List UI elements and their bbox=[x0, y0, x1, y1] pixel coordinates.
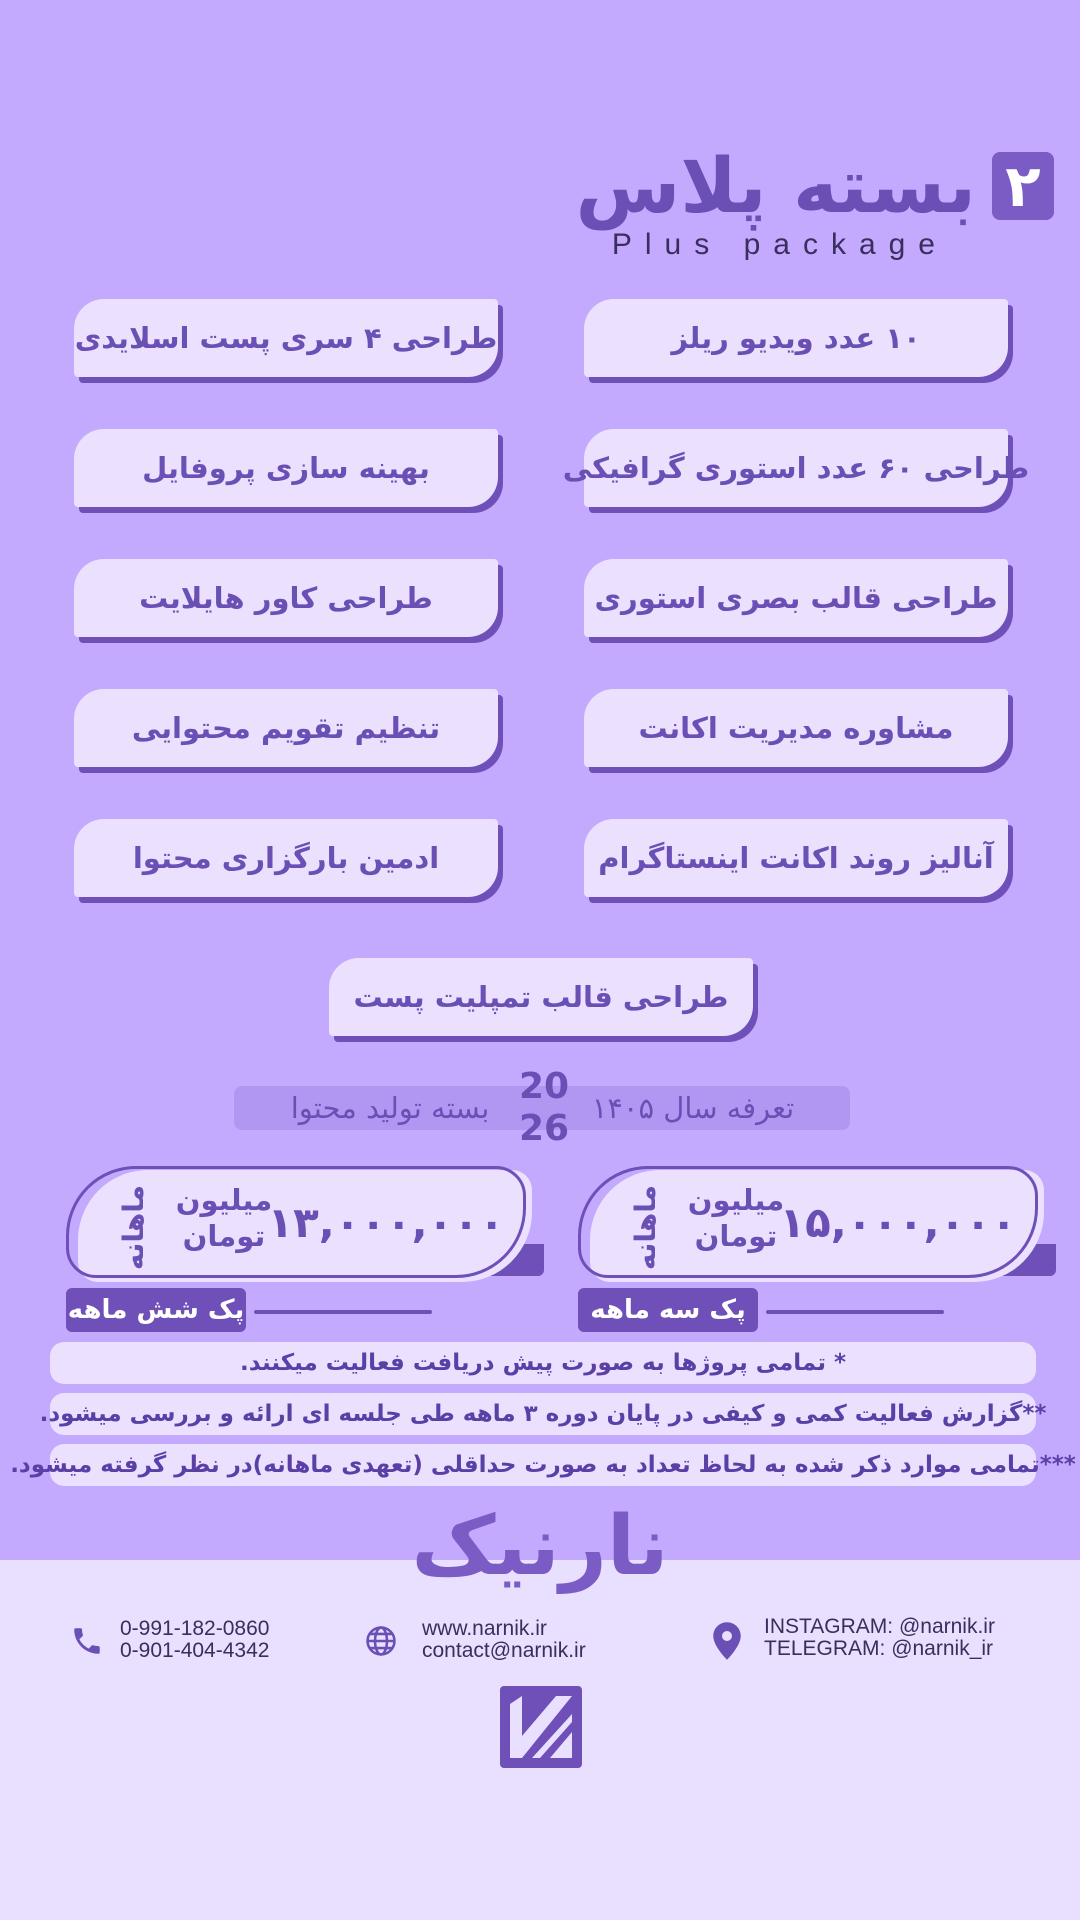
social-contacts bbox=[764, 1616, 995, 1660]
instagram-handle[interactable]: INSTAGRAM: @narnik.ir bbox=[764, 1615, 995, 1638]
feature-slide-posts: طراحی ۴ سری پست اسلایدی bbox=[74, 299, 498, 377]
price-unit bbox=[174, 1182, 274, 1254]
note-prepayment: * تمامی پروژها به صورت پیش دریافت فعالیت میکنند. bbox=[50, 1342, 1036, 1384]
package-number-badge: ۲ bbox=[992, 152, 1054, 220]
price-period-label: ماهانه bbox=[629, 1184, 663, 1270]
pack-divider-six-month bbox=[254, 1310, 432, 1314]
tariff-year-label: تعرفه سال ۱۴۰۵ bbox=[591, 1091, 795, 1125]
feature-content-calendar: تنظیم تقویم محتوایی bbox=[74, 689, 498, 767]
narnik-logo-icon bbox=[500, 1686, 582, 1768]
globe-icon bbox=[364, 1624, 398, 1658]
price-unit bbox=[686, 1182, 786, 1254]
phone-numbers bbox=[120, 1618, 269, 1662]
feature-graphic-stories: طراحی ۶۰ عدد استوری گرافیکی bbox=[584, 429, 1008, 507]
price-amount: ۱۳,۰۰۰,۰۰۰ bbox=[267, 1198, 505, 1247]
price-card-three-month bbox=[590, 1170, 1044, 1282]
feature-highlight-cover: طراحی کاور هایلایت bbox=[74, 559, 498, 637]
tariff-package-label: بسته تولید محتوا bbox=[290, 1091, 490, 1125]
pack-label-six-month: پک شش ماهه bbox=[66, 1288, 246, 1332]
tariff-year-top: 20 bbox=[518, 1066, 570, 1107]
package-title: بسته پلاس bbox=[575, 141, 976, 230]
price-unit-million: میلیون bbox=[687, 1183, 785, 1217]
tariff-year-bottom: 26 bbox=[518, 1108, 570, 1149]
phone-icon bbox=[70, 1624, 104, 1658]
feature-instagram-analysis: آنالیز روند اکانت اینستاگرام bbox=[584, 819, 1008, 897]
price-period-label: ماهانه bbox=[117, 1184, 151, 1270]
location-pin-icon bbox=[712, 1622, 742, 1660]
feature-content-admin: ادمین بارگزاری محتوا bbox=[74, 819, 498, 897]
price-period bbox=[104, 1182, 164, 1272]
price-card-six-month bbox=[78, 1170, 532, 1282]
feature-story-template: طراحی قالب بصری استوری bbox=[584, 559, 1008, 637]
feature-post-template: طراحی قالب تمپلیت پست bbox=[329, 958, 753, 1036]
web-contacts bbox=[422, 1618, 586, 1662]
package-subtitle: Plus package bbox=[611, 228, 948, 261]
phone-number-2[interactable]: 0-901-404-4342 bbox=[120, 1639, 270, 1662]
email-link[interactable]: contact@narnik.ir bbox=[422, 1639, 586, 1662]
price-unit-toman: تومان bbox=[182, 1219, 266, 1253]
website-link[interactable]: www.narnik.ir bbox=[422, 1617, 547, 1640]
price-unit-million: میلیون bbox=[175, 1183, 273, 1217]
tariff-year-gregorian bbox=[512, 1066, 576, 1150]
price-amount: ۱۵,۰۰۰,۰۰۰ bbox=[779, 1198, 1017, 1247]
pack-divider-three-month bbox=[766, 1310, 944, 1314]
pack-label-three-month: پک سه ماهه bbox=[578, 1288, 758, 1332]
phone-number-1[interactable]: 0-991-182-0860 bbox=[120, 1617, 270, 1640]
feature-reels: ۱۰ عدد ویدیو ریلز bbox=[584, 299, 1008, 377]
price-period bbox=[616, 1182, 676, 1272]
feature-account-consulting: مشاوره مدیریت اکانت bbox=[584, 689, 1008, 767]
note-quarterly-report: **گزارش فعالیت کمی و کیفی در پایان دوره ۳ ماهه طی جلسه ای ارائه و بررسی میشود. bbox=[50, 1393, 1036, 1435]
note-minimum-commitment: ***تمامی موارد ذکر شده به لحاظ تعداد به صورت حداقلی (تعهدی ماهانه)در نظر گرفته میشود. bbox=[50, 1444, 1036, 1486]
brand-wordmark: نارنیک bbox=[411, 1499, 669, 1594]
price-unit-toman: تومان bbox=[694, 1219, 778, 1253]
telegram-handle[interactable]: TELEGRAM: @narnik_ir bbox=[764, 1637, 994, 1660]
feature-profile-optimization: بهینه سازی پروفایل bbox=[74, 429, 498, 507]
